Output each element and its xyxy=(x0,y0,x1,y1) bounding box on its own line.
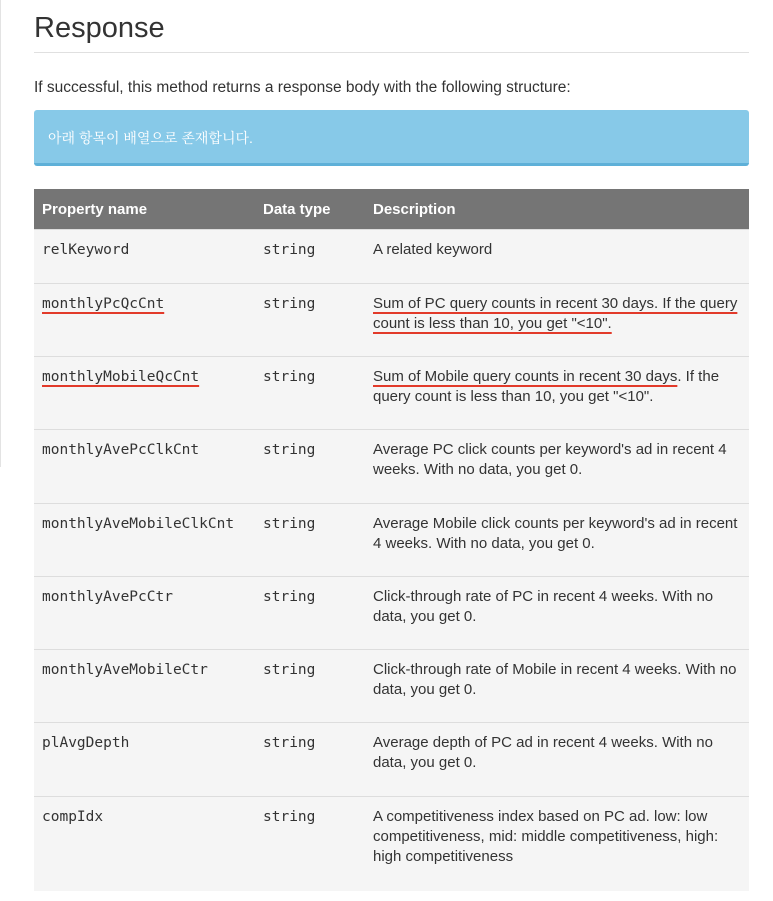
property-type: string xyxy=(255,230,365,284)
table-row xyxy=(34,723,749,797)
property-name xyxy=(34,284,255,357)
property-description: Average depth of PC ad in recent 4 weeks. With no data, you get 0. xyxy=(365,723,749,797)
left-divider xyxy=(0,0,1,467)
property-type: string xyxy=(255,650,365,723)
table-row xyxy=(34,797,749,891)
table-row xyxy=(34,357,749,430)
table-row xyxy=(34,230,749,284)
table-row xyxy=(34,504,749,577)
annotated-name: monthlyPcQcCnt xyxy=(42,296,165,312)
section-title: Response xyxy=(34,0,749,53)
property-description: A related keyword xyxy=(365,230,749,284)
table-row xyxy=(34,284,749,357)
property-name: monthlyAveMobileClkCnt xyxy=(34,504,255,577)
property-name: monthlyAvePcCtr xyxy=(34,577,255,650)
property-description: A competitiveness index based on PC ad. low: low competitiveness, mid: middle competitiveness, high: high competitiveness xyxy=(365,797,749,891)
property-description: Click-through rate of PC in recent 4 weeks. With no data, you get 0. xyxy=(365,577,749,650)
property-type: string xyxy=(255,430,365,504)
property-type: string xyxy=(255,723,365,797)
annotated-description: Sum of Mobile query counts in recent 30 days xyxy=(373,368,678,385)
property-name: monthlyAvePcClkCnt xyxy=(34,430,255,504)
property-type: string xyxy=(255,284,365,357)
annotated-name: monthlyMobileQcCnt xyxy=(42,369,200,385)
property-name xyxy=(34,357,255,430)
header-description: Description xyxy=(365,189,749,230)
description-rest: . If the query count is less than 10, you get "<10". xyxy=(373,368,720,405)
content xyxy=(34,0,749,891)
property-description xyxy=(365,357,749,430)
property-type: string xyxy=(255,357,365,430)
property-description: Average Mobile click counts per keyword's ad in recent 4 weeks. With no data, you get 0. xyxy=(365,504,749,577)
annotated-description: Sum of PC query counts in recent 30 days. If the query count is less than 10, you get "<10". xyxy=(373,295,738,332)
property-name: relKeyword xyxy=(34,230,255,284)
table-row xyxy=(34,650,749,723)
property-description xyxy=(365,284,749,357)
property-name: monthlyAveMobileCtr xyxy=(34,650,255,723)
table-row xyxy=(34,430,749,504)
property-description: Average PC click counts per keyword's ad in recent 4 weeks. With no data, you get 0. xyxy=(365,430,749,504)
property-description: Click-through rate of Mobile in recent 4 weeks. With no data, you get 0. xyxy=(365,650,749,723)
properties-table xyxy=(34,189,749,891)
info-note: 아래 항목이 배열으로 존재합니다. xyxy=(34,110,749,166)
table-row xyxy=(34,577,749,650)
table-header-row xyxy=(34,189,749,230)
property-name: plAvgDepth xyxy=(34,723,255,797)
property-type: string xyxy=(255,797,365,891)
lead-paragraph: If successful, this method returns a response body with the following structure: xyxy=(34,79,571,96)
header-data-type: Data type xyxy=(255,189,365,230)
property-name: compIdx xyxy=(34,797,255,891)
property-type: string xyxy=(255,577,365,650)
property-type: string xyxy=(255,504,365,577)
header-property-name: Property name xyxy=(34,189,255,230)
